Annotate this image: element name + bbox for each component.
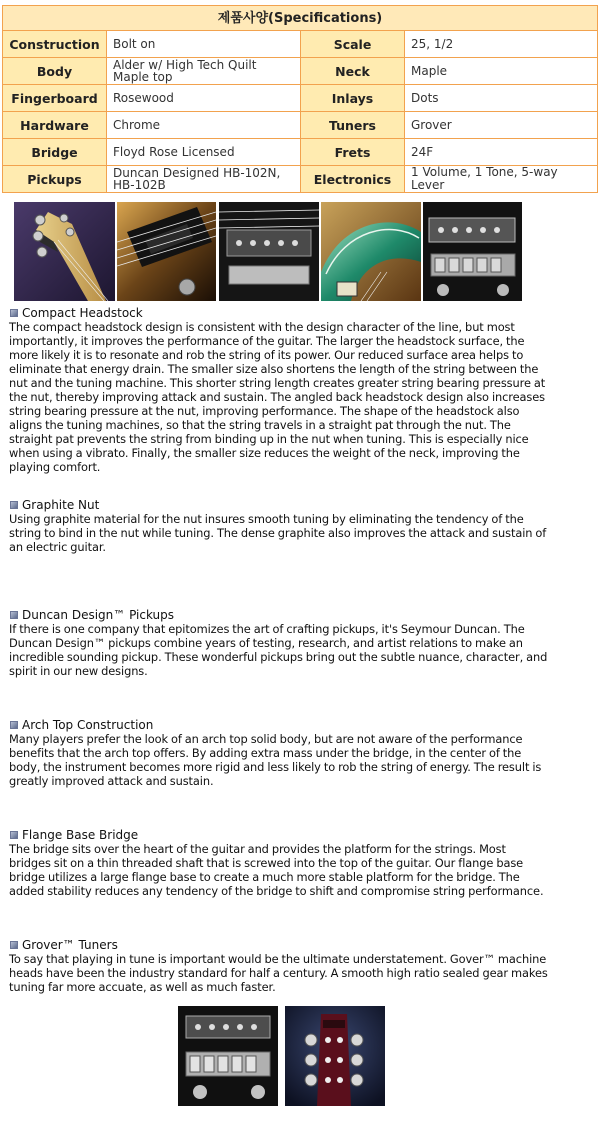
section-body: To say that playing in tune is important would be the ultimate understatement. Gover™ machine heads have been the industry standard for half a century. A smooth high ratio sealed gear makes tuning far more accuate, as well as much faster. xyxy=(9,952,548,994)
square-bullet-icon xyxy=(10,611,18,619)
spec-label: Fingerboard xyxy=(3,85,107,112)
spec-label: Pickups xyxy=(3,166,107,193)
spec-table xyxy=(2,5,598,193)
section-body: If there is one company that epitomizes the art of crafting pickups, it's Seymour Duncan. The Duncan Design™ pickups combine years of testing, research, and artist relations to make an incredible sounding pickup. These wonderful pickups bring out the subtle nuance, character, and spirit in our new designs. xyxy=(9,622,548,678)
tuners-headstock-photo xyxy=(285,1006,385,1106)
spec-row xyxy=(3,31,598,58)
spec-label: Scale xyxy=(301,31,405,58)
headstock-photo xyxy=(14,202,115,301)
spec-label: Hardware xyxy=(3,112,107,139)
section-title: Duncan Design™ Pickups xyxy=(22,608,175,622)
feature-section xyxy=(9,828,549,898)
feature-section xyxy=(9,306,549,474)
spec-value: Bolt on xyxy=(107,31,301,58)
spec-label: Body xyxy=(3,58,107,85)
section-title: Compact Headstock xyxy=(22,306,143,320)
spec-row xyxy=(3,166,598,193)
square-bullet-icon xyxy=(10,309,18,317)
spec-row xyxy=(3,58,598,85)
spec-value: Maple xyxy=(405,58,598,85)
spec-value: Grover xyxy=(405,112,598,139)
spec-label: Construction xyxy=(3,31,107,58)
spec-value: Floyd Rose Licensed xyxy=(107,139,301,166)
bridge-saddles-photo xyxy=(423,202,522,301)
spec-value: Alder w/ High Tech Quilt Maple top xyxy=(107,58,301,85)
spec-value: 24F xyxy=(405,139,598,166)
square-bullet-icon xyxy=(10,831,18,839)
section-title: Graphite Nut xyxy=(22,498,100,512)
spec-value: 25, 1/2 xyxy=(405,31,598,58)
spec-value: 1 Volume, 1 Tone, 5-way Lever xyxy=(405,166,598,193)
feature-section xyxy=(9,608,549,678)
spec-value: Chrome xyxy=(107,112,301,139)
section-title: Arch Top Construction xyxy=(22,718,154,732)
spec-label: Frets xyxy=(301,139,405,166)
spec-label: Bridge xyxy=(3,139,107,166)
section-body: Using graphite material for the nut insures smooth tuning by eliminating the tendency of the string to bind in the nut while tuning. The dense graphite also improves the attack and sustain of an electric guitar. xyxy=(9,512,547,554)
feature-section xyxy=(9,498,549,554)
spec-label: Tuners xyxy=(301,112,405,139)
section-title: Grover™ Tuners xyxy=(22,938,118,952)
section-body: The compact headstock design is consistent with the design character of the line, but most importantly, it improves the performance of the guitar. The larger the headstock surface, the more likely it is to resonate and rob the string of its power. Our reduced surface area helps to eliminate that energy drain. The smaller size also shortens the length of the string between the nut and the tuning machine. This shorter string length creates greater string bearing pressure at the nut, thereby improving attack and sustain. The angled back headstock design also increases string bearing pressure at the nut, improving performance. The shape of the headstock also aligns the tuning machines, so that the string travels in a straight pat through the nut. The straight pat prevents the string from binding up in the nut when tuning. This is especially nice when using a vibrato. Finally, the smaller size reduces the weight of the neck, improving the playing comfort. xyxy=(9,320,546,474)
pickup-closeup-photo xyxy=(117,202,216,301)
square-bullet-icon xyxy=(10,721,18,729)
spec-label: Neck xyxy=(301,58,405,85)
spec-row xyxy=(3,85,598,112)
section-title: Flange Base Bridge xyxy=(22,828,139,842)
spec-table-header: 제품사양(Specifications) xyxy=(3,6,598,31)
spec-row xyxy=(3,112,598,139)
spec-label: Inlays xyxy=(301,85,405,112)
feature-section xyxy=(9,938,549,994)
square-bullet-icon xyxy=(10,941,18,949)
bridge-pickup-photo xyxy=(219,202,319,301)
spec-row xyxy=(3,139,598,166)
feature-section xyxy=(9,718,549,788)
section-body: The bridge sits over the heart of the guitar and provides the platform for the strings. Most bridges sit on a thin threaded shaft that is screwed into the top of the guitar. Our flange base bridge utilizes a large flange base to create a much more stable platform for the bridge. The added stability reduces any tendency of the bridge to shift and compromise string performance. xyxy=(9,842,544,898)
square-bullet-icon xyxy=(10,501,18,509)
section-body: Many players prefer the look of an arch top solid body, but are not aware of the performance benefits that the arch top offers. By adding extra mass under the bridge, in the center of the body, the instrument becomes more rigid and less likely to rob the string of energy. The result is greatly improved attack and sustain. xyxy=(9,732,542,788)
bridge-detail-photo xyxy=(178,1006,278,1106)
quilt-top-body-photo xyxy=(321,202,421,301)
spec-value: Rosewood xyxy=(107,85,301,112)
spec-value: Dots xyxy=(405,85,598,112)
spec-label: Electronics xyxy=(301,166,405,193)
spec-value: Duncan Designed HB-102N, HB-102B xyxy=(107,166,301,193)
